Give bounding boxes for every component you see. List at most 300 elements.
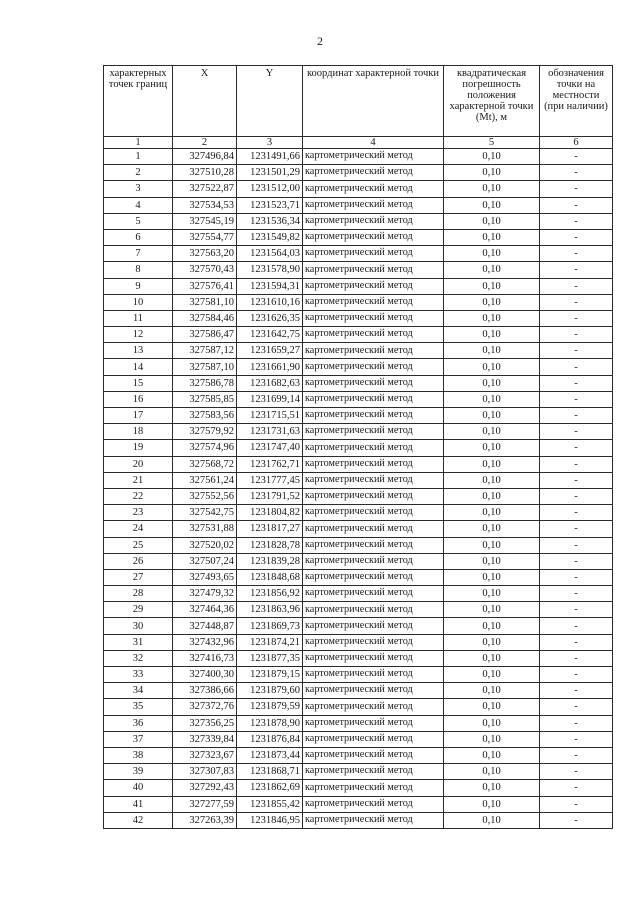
cell-point-number: 10 <box>104 294 173 310</box>
cell-marking: - <box>540 618 613 634</box>
cell-accuracy: 0,10 <box>444 537 540 553</box>
cell-method: картометрический метод <box>303 586 444 602</box>
table-row <box>104 262 613 278</box>
table-row <box>104 618 613 634</box>
cell-accuracy: 0,10 <box>444 812 540 828</box>
cell-x: 327586,47 <box>173 327 237 343</box>
cell-x: 327568,72 <box>173 456 237 472</box>
cell-y: 1231804,82 <box>237 505 303 521</box>
cell-marking: - <box>540 278 613 294</box>
cell-y: 1231564,03 <box>237 246 303 262</box>
cell-y: 1231817,27 <box>237 521 303 537</box>
cell-method: картометрический метод <box>303 229 444 245</box>
cell-accuracy: 0,10 <box>444 747 540 763</box>
cell-y: 1231855,42 <box>237 796 303 812</box>
cell-y: 1231594,31 <box>237 278 303 294</box>
cell-y: 1231777,45 <box>237 472 303 488</box>
cell-method: картометрический метод <box>303 197 444 213</box>
cell-method: картометрический метод <box>303 699 444 715</box>
cell-point-number: 32 <box>104 650 173 666</box>
header-method: координат характерной точки <box>303 66 444 137</box>
cell-x: 327263,39 <box>173 812 237 828</box>
table-row <box>104 294 613 310</box>
cell-accuracy: 0,10 <box>444 327 540 343</box>
table-row <box>104 521 613 537</box>
page-number: 2 <box>317 34 323 48</box>
cell-marking: - <box>540 731 613 747</box>
cell-x: 327574,96 <box>173 440 237 456</box>
cell-point-number: 30 <box>104 618 173 634</box>
table-row <box>104 747 613 763</box>
cell-x: 327416,73 <box>173 650 237 666</box>
cell-y: 1231523,71 <box>237 197 303 213</box>
cell-x: 327507,24 <box>173 553 237 569</box>
cell-method: картометрический метод <box>303 278 444 294</box>
cell-point-number: 34 <box>104 683 173 699</box>
cell-y: 1231876,84 <box>237 731 303 747</box>
cell-x: 327292,43 <box>173 780 237 796</box>
cell-marking: - <box>540 456 613 472</box>
column-number: 2 <box>173 137 237 149</box>
cell-method: картометрический метод <box>303 408 444 424</box>
cell-accuracy: 0,10 <box>444 553 540 569</box>
cell-method: картометрический метод <box>303 764 444 780</box>
table-row <box>104 505 613 521</box>
cell-x: 327587,10 <box>173 359 237 375</box>
column-number-row <box>104 137 613 149</box>
cell-method: картометрический метод <box>303 424 444 440</box>
cell-y: 1231791,52 <box>237 488 303 504</box>
cell-y: 1231659,27 <box>237 343 303 359</box>
cell-method: картометрический метод <box>303 246 444 262</box>
cell-marking: - <box>540 488 613 504</box>
column-number: 3 <box>237 137 303 149</box>
cell-accuracy: 0,10 <box>444 780 540 796</box>
cell-x: 327570,43 <box>173 262 237 278</box>
cell-y: 1231610,16 <box>237 294 303 310</box>
cell-method: картометрический метод <box>303 812 444 828</box>
cell-x: 327586,78 <box>173 375 237 391</box>
table-row <box>104 780 613 796</box>
cell-y: 1231512,00 <box>237 181 303 197</box>
cell-x: 327496,84 <box>173 149 237 165</box>
header-y: Y <box>237 66 303 137</box>
table-row <box>104 602 613 618</box>
cell-point-number: 40 <box>104 780 173 796</box>
cell-method: картометрический метод <box>303 262 444 278</box>
cell-point-number: 37 <box>104 731 173 747</box>
cell-x: 327561,24 <box>173 472 237 488</box>
table-row <box>104 488 613 504</box>
cell-x: 327448,87 <box>173 618 237 634</box>
table-row <box>104 715 613 731</box>
cell-method: картометрический метод <box>303 747 444 763</box>
table-row <box>104 731 613 747</box>
cell-method: картометрический метод <box>303 634 444 650</box>
cell-y: 1231848,68 <box>237 569 303 585</box>
cell-accuracy: 0,10 <box>444 181 540 197</box>
cell-accuracy: 0,10 <box>444 343 540 359</box>
cell-point-number: 3 <box>104 181 173 197</box>
cell-method: картометрический метод <box>303 683 444 699</box>
table-row <box>104 246 613 262</box>
header-x: X <box>173 66 237 137</box>
table-row <box>104 149 613 165</box>
table-row <box>104 472 613 488</box>
table-row <box>104 181 613 197</box>
cell-y: 1231501,29 <box>237 165 303 181</box>
cell-method: картометрический метод <box>303 521 444 537</box>
cell-marking: - <box>540 310 613 326</box>
cell-accuracy: 0,10 <box>444 667 540 683</box>
cell-method: картометрический метод <box>303 165 444 181</box>
table-row <box>104 424 613 440</box>
cell-x: 327400,30 <box>173 667 237 683</box>
header-accuracy: квадратическая погрешность положения характерной точки (Mt), м <box>444 66 540 137</box>
cell-x: 327583,56 <box>173 408 237 424</box>
cell-marking: - <box>540 602 613 618</box>
cell-accuracy: 0,10 <box>444 408 540 424</box>
cell-marking: - <box>540 683 613 699</box>
cell-accuracy: 0,10 <box>444 165 540 181</box>
cell-x: 327576,41 <box>173 278 237 294</box>
cell-y: 1231862,69 <box>237 780 303 796</box>
cell-accuracy: 0,10 <box>444 246 540 262</box>
cell-marking: - <box>540 586 613 602</box>
cell-marking: - <box>540 569 613 585</box>
cell-point-number: 15 <box>104 375 173 391</box>
cell-accuracy: 0,10 <box>444 731 540 747</box>
cell-method: картометрический метод <box>303 667 444 683</box>
cell-y: 1231491,66 <box>237 149 303 165</box>
cell-marking: - <box>540 553 613 569</box>
cell-marking: - <box>540 294 613 310</box>
cell-accuracy: 0,10 <box>444 618 540 634</box>
cell-marking: - <box>540 391 613 407</box>
cell-point-number: 28 <box>104 586 173 602</box>
cell-x: 327372,76 <box>173 699 237 715</box>
cell-marking: - <box>540 780 613 796</box>
cell-method: картометрический метод <box>303 650 444 666</box>
cell-accuracy: 0,10 <box>444 391 540 407</box>
cell-marking: - <box>540 796 613 812</box>
table-row <box>104 359 613 375</box>
table-row <box>104 667 613 683</box>
cell-y: 1231879,59 <box>237 699 303 715</box>
cell-y: 1231879,15 <box>237 667 303 683</box>
cell-point-number: 22 <box>104 488 173 504</box>
cell-accuracy: 0,10 <box>444 634 540 650</box>
cell-point-number: 8 <box>104 262 173 278</box>
cell-marking: - <box>540 650 613 666</box>
cell-x: 327522,87 <box>173 181 237 197</box>
cell-marking: - <box>540 165 613 181</box>
cell-point-number: 33 <box>104 667 173 683</box>
cell-x: 327356,25 <box>173 715 237 731</box>
cell-marking: - <box>540 262 613 278</box>
cell-point-number: 25 <box>104 537 173 553</box>
cell-x: 327464,36 <box>173 602 237 618</box>
cell-method: картометрический метод <box>303 780 444 796</box>
cell-point-number: 23 <box>104 505 173 521</box>
cell-x: 327581,10 <box>173 294 237 310</box>
column-number: 4 <box>303 137 444 149</box>
cell-point-number: 1 <box>104 149 173 165</box>
cell-accuracy: 0,10 <box>444 521 540 537</box>
cell-method: картометрический метод <box>303 456 444 472</box>
cell-marking: - <box>540 440 613 456</box>
table-row <box>104 796 613 812</box>
cell-x: 327554,77 <box>173 229 237 245</box>
cell-marking: - <box>540 634 613 650</box>
table-row <box>104 440 613 456</box>
cell-y: 1231828,78 <box>237 537 303 553</box>
cell-point-number: 6 <box>104 229 173 245</box>
cell-method: картометрический метод <box>303 181 444 197</box>
cell-accuracy: 0,10 <box>444 586 540 602</box>
cell-marking: - <box>540 375 613 391</box>
cell-accuracy: 0,10 <box>444 715 540 731</box>
cell-marking: - <box>540 327 613 343</box>
table-row <box>104 456 613 472</box>
cell-accuracy: 0,10 <box>444 359 540 375</box>
table-row <box>104 310 613 326</box>
cell-point-number: 27 <box>104 569 173 585</box>
table-row <box>104 229 613 245</box>
cell-method: картометрический метод <box>303 472 444 488</box>
table-row <box>104 165 613 181</box>
column-number: 6 <box>540 137 613 149</box>
cell-x: 327542,75 <box>173 505 237 521</box>
cell-x: 327534,53 <box>173 197 237 213</box>
table-row <box>104 537 613 553</box>
cell-marking: - <box>540 764 613 780</box>
cell-y: 1231879,60 <box>237 683 303 699</box>
cell-marking: - <box>540 229 613 245</box>
cell-method: картометрический метод <box>303 715 444 731</box>
cell-y: 1231682,63 <box>237 375 303 391</box>
cell-accuracy: 0,10 <box>444 472 540 488</box>
cell-accuracy: 0,10 <box>444 375 540 391</box>
cell-point-number: 24 <box>104 521 173 537</box>
table-row <box>104 764 613 780</box>
cell-accuracy: 0,10 <box>444 278 540 294</box>
cell-point-number: 13 <box>104 343 173 359</box>
cell-marking: - <box>540 424 613 440</box>
cell-accuracy: 0,10 <box>444 650 540 666</box>
cell-x: 327585,85 <box>173 391 237 407</box>
cell-x: 327479,32 <box>173 586 237 602</box>
cell-method: картометрический метод <box>303 375 444 391</box>
table-row <box>104 569 613 585</box>
cell-marking: - <box>540 521 613 537</box>
cell-marking: - <box>540 197 613 213</box>
cell-point-number: 16 <box>104 391 173 407</box>
cell-y: 1231747,40 <box>237 440 303 456</box>
cell-marking: - <box>540 181 613 197</box>
cell-y: 1231869,73 <box>237 618 303 634</box>
table-body <box>104 149 613 829</box>
cell-y: 1231762,71 <box>237 456 303 472</box>
cell-marking: - <box>540 537 613 553</box>
cell-marking: - <box>540 149 613 165</box>
cell-method: картометрический метод <box>303 553 444 569</box>
cell-y: 1231536,34 <box>237 213 303 229</box>
cell-accuracy: 0,10 <box>444 424 540 440</box>
cell-y: 1231878,90 <box>237 715 303 731</box>
cell-point-number: 20 <box>104 456 173 472</box>
cell-point-number: 31 <box>104 634 173 650</box>
cell-y: 1231839,28 <box>237 553 303 569</box>
cell-y: 1231699,14 <box>237 391 303 407</box>
cell-x: 327545,19 <box>173 213 237 229</box>
table-row <box>104 343 613 359</box>
cell-accuracy: 0,10 <box>444 310 540 326</box>
cell-method: картометрический метод <box>303 569 444 585</box>
cell-point-number: 2 <box>104 165 173 181</box>
cell-point-number: 14 <box>104 359 173 375</box>
cell-accuracy: 0,10 <box>444 197 540 213</box>
cell-y: 1231868,71 <box>237 764 303 780</box>
cell-x: 327520,02 <box>173 537 237 553</box>
cell-method: картометрический метод <box>303 505 444 521</box>
cell-marking: - <box>540 715 613 731</box>
cell-point-number: 21 <box>104 472 173 488</box>
cell-y: 1231578,90 <box>237 262 303 278</box>
cell-x: 327432,96 <box>173 634 237 650</box>
table-row <box>104 197 613 213</box>
cell-method: картометрический метод <box>303 440 444 456</box>
cell-point-number: 17 <box>104 408 173 424</box>
cell-marking: - <box>540 812 613 828</box>
cell-y: 1231731,63 <box>237 424 303 440</box>
cell-point-number: 41 <box>104 796 173 812</box>
table-row <box>104 408 613 424</box>
column-number: 1 <box>104 137 173 149</box>
cell-accuracy: 0,10 <box>444 440 540 456</box>
cell-marking: - <box>540 246 613 262</box>
cell-point-number: 42 <box>104 812 173 828</box>
cell-point-number: 35 <box>104 699 173 715</box>
header-row <box>104 66 613 137</box>
cell-point-number: 5 <box>104 213 173 229</box>
table-row <box>104 650 613 666</box>
cell-point-number: 26 <box>104 553 173 569</box>
table-row <box>104 812 613 828</box>
cell-y: 1231549,82 <box>237 229 303 245</box>
cell-accuracy: 0,10 <box>444 764 540 780</box>
cell-accuracy: 0,10 <box>444 796 540 812</box>
column-number: 5 <box>444 137 540 149</box>
cell-method: картометрический метод <box>303 213 444 229</box>
cell-accuracy: 0,10 <box>444 505 540 521</box>
cell-point-number: 11 <box>104 310 173 326</box>
cell-x: 327584,46 <box>173 310 237 326</box>
header-point-number: характерных точек границ <box>104 66 173 137</box>
cell-accuracy: 0,10 <box>444 488 540 504</box>
cell-x: 327579,92 <box>173 424 237 440</box>
cell-point-number: 39 <box>104 764 173 780</box>
table-row <box>104 278 613 294</box>
cell-x: 327587,12 <box>173 343 237 359</box>
coordinates-table <box>103 65 613 829</box>
cell-x: 327531,88 <box>173 521 237 537</box>
cell-marking: - <box>540 359 613 375</box>
cell-y: 1231874,21 <box>237 634 303 650</box>
cell-method: картометрический метод <box>303 359 444 375</box>
cell-point-number: 18 <box>104 424 173 440</box>
cell-x: 327510,28 <box>173 165 237 181</box>
table-row <box>104 213 613 229</box>
cell-point-number: 19 <box>104 440 173 456</box>
cell-method: картометрический метод <box>303 149 444 165</box>
cell-y: 1231846,95 <box>237 812 303 828</box>
cell-method: картометрический метод <box>303 537 444 553</box>
cell-y: 1231863,96 <box>237 602 303 618</box>
cell-accuracy: 0,10 <box>444 149 540 165</box>
cell-y: 1231715,51 <box>237 408 303 424</box>
cell-method: картометрический метод <box>303 327 444 343</box>
cell-method: картометрический метод <box>303 602 444 618</box>
cell-y: 1231856,92 <box>237 586 303 602</box>
cell-accuracy: 0,10 <box>444 294 540 310</box>
cell-marking: - <box>540 472 613 488</box>
table-row <box>104 327 613 343</box>
cell-x: 327339,84 <box>173 731 237 747</box>
cell-marking: - <box>540 343 613 359</box>
cell-point-number: 12 <box>104 327 173 343</box>
cell-method: картометрический метод <box>303 618 444 634</box>
cell-marking: - <box>540 213 613 229</box>
cell-point-number: 9 <box>104 278 173 294</box>
table-row <box>104 586 613 602</box>
cell-accuracy: 0,10 <box>444 229 540 245</box>
cell-accuracy: 0,10 <box>444 683 540 699</box>
cell-marking: - <box>540 747 613 763</box>
cell-x: 327552,56 <box>173 488 237 504</box>
cell-y: 1231873,44 <box>237 747 303 763</box>
cell-method: картометрический метод <box>303 796 444 812</box>
table-row <box>104 553 613 569</box>
cell-point-number: 4 <box>104 197 173 213</box>
cell-marking: - <box>540 699 613 715</box>
header-marking: обозначения точки на местности (при наличии) <box>540 66 613 137</box>
cell-accuracy: 0,10 <box>444 262 540 278</box>
cell-method: картометрический метод <box>303 310 444 326</box>
table-row <box>104 391 613 407</box>
cell-accuracy: 0,10 <box>444 456 540 472</box>
table-row <box>104 634 613 650</box>
cell-accuracy: 0,10 <box>444 213 540 229</box>
cell-method: картометрический метод <box>303 294 444 310</box>
table-row <box>104 683 613 699</box>
cell-accuracy: 0,10 <box>444 699 540 715</box>
cell-x: 327323,67 <box>173 747 237 763</box>
cell-method: картометрический метод <box>303 391 444 407</box>
table-row <box>104 375 613 391</box>
cell-y: 1231642,75 <box>237 327 303 343</box>
cell-x: 327493,65 <box>173 569 237 585</box>
cell-y: 1231661,90 <box>237 359 303 375</box>
cell-y: 1231626,35 <box>237 310 303 326</box>
cell-x: 327563,20 <box>173 246 237 262</box>
cell-point-number: 7 <box>104 246 173 262</box>
cell-point-number: 29 <box>104 602 173 618</box>
cell-x: 327277,59 <box>173 796 237 812</box>
cell-marking: - <box>540 505 613 521</box>
cell-method: картометрический метод <box>303 343 444 359</box>
cell-method: картометрический метод <box>303 731 444 747</box>
